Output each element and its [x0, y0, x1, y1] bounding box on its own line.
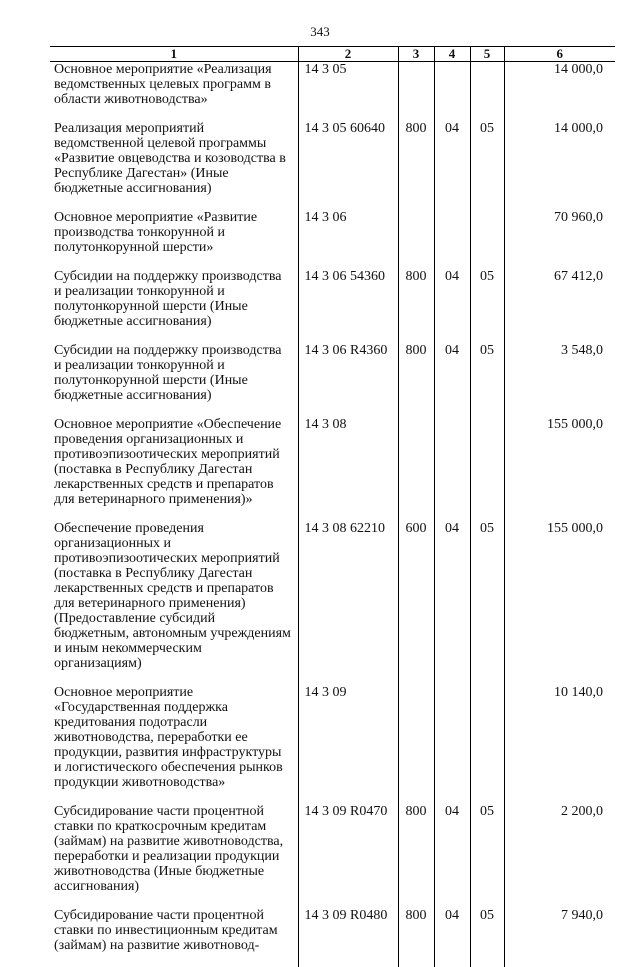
row-type [398, 685, 434, 804]
row-type: 600 [398, 521, 434, 685]
row-type: 800 [398, 804, 434, 908]
column-header: 2 [298, 47, 398, 62]
row-code: 14 3 05 60640 [298, 121, 398, 210]
column-header: 3 [398, 47, 434, 62]
row-amount: 3 548,0 [561, 343, 603, 358]
row-type [398, 62, 434, 122]
column-header: 6 [504, 47, 615, 62]
row-type [398, 417, 434, 521]
row-type: 800 [398, 343, 434, 417]
table-row [50, 343, 615, 417]
row-section: 04 [434, 121, 470, 210]
row-section: 04 [434, 804, 470, 908]
table-row [50, 210, 615, 269]
row-amount: 155 000,0 [547, 521, 603, 536]
row-code: 14 3 08 [298, 417, 398, 521]
row-section [434, 210, 470, 269]
row-code: 14 3 09 [298, 685, 398, 804]
row-section: 04 [434, 269, 470, 343]
row-subsection: 05 [470, 804, 504, 908]
row-code: 14 3 05 [298, 62, 398, 122]
row-subsection: 05 [470, 343, 504, 417]
row-name: Основное мероприятие «Развитие производства тонкорунной и полутонкорунной шерсти» [50, 210, 298, 269]
row-subsection: 05 [470, 908, 504, 967]
row-name: Реализация мероприятий ведомственной целевой программы «Развитие овцеводства и козоводства в Республике Дагестан» (Иные бюджетные ассигнования) [50, 121, 298, 210]
table-row [50, 269, 615, 343]
row-amount: 2 200,0 [561, 804, 603, 819]
row-section: 04 [434, 343, 470, 417]
table-row [50, 521, 615, 685]
table-row [50, 908, 615, 967]
row-name: Субсидирование части процентной ставки по краткосрочным кредитам (займам) на развитие животноводства, переработки и реализации продукции животноводства (Иные бюджетные ассигнования) [50, 804, 298, 908]
row-name: Основное мероприятие «Обеспечение проведения организационных и противоэпизоотических мероприятий (поставка в Республику Дагестан лекарственных средств и препаратов для ветеринарного применения)» [50, 417, 298, 521]
table-row [50, 417, 615, 521]
row-code: 14 3 08 62210 [298, 521, 398, 685]
row-amount: 70 960,0 [554, 210, 603, 225]
row-code: 14 3 06 R4360 [298, 343, 398, 417]
page-number: 343 [310, 24, 330, 39]
row-subsection [470, 417, 504, 521]
row-code: 14 3 09 R0470 [298, 804, 398, 908]
table-row [50, 62, 615, 122]
table-row [50, 121, 615, 210]
column-header: 1 [50, 47, 298, 62]
row-code: 14 3 06 [298, 210, 398, 269]
row-name: Основное мероприятие «Реализация ведомственных целевых программ в области животноводства» [50, 62, 298, 122]
row-amount: 67 412,0 [554, 269, 603, 284]
row-type: 800 [398, 121, 434, 210]
row-name: Субсидии на поддержку производства и реализации тонкорунной и полутонкорунной шерсти (Иные бюджетные ассигнования) [50, 269, 298, 343]
table-row [50, 804, 615, 908]
row-name: Обеспечение проведения организационных и противоэпизоотических мероприятий (поставка в Республику Дагестан лекарственных средств и препаратов для ветеринарного применения) (Предоставление субсидий бюджетным, автономным учреждениям и иным некоммерческим организациям) [50, 521, 298, 685]
row-name: Основное мероприятие «Государственная поддержка кредитования подотрасли животноводства, переработки ее продукции, развития инфраструктуры и логистического обеспечения рынков продукции животноводства» [50, 685, 298, 804]
row-section [434, 685, 470, 804]
row-type [398, 210, 434, 269]
row-amount: 14 000,0 [554, 121, 603, 136]
row-amount: 14 000,0 [554, 62, 603, 77]
table-row [50, 685, 615, 804]
row-section: 04 [434, 521, 470, 685]
row-subsection: 05 [470, 269, 504, 343]
row-code: 14 3 06 54360 [298, 269, 398, 343]
row-section [434, 62, 470, 122]
row-section: 04 [434, 908, 470, 967]
budget-table [50, 46, 615, 967]
row-code: 14 3 09 R0480 [298, 908, 398, 967]
column-header: 4 [434, 47, 470, 62]
row-type: 800 [398, 908, 434, 967]
row-amount: 10 140,0 [554, 685, 603, 700]
row-name: Субсидирование части процентной ставки по инвестиционным кредитам (займам) на развитие животновод- [50, 908, 298, 967]
column-header: 5 [470, 47, 504, 62]
row-name: Субсидии на поддержку производства и реализации тонкорунной и полутонкорунной шерсти (Иные бюджетные ассигнования) [50, 343, 298, 417]
table-header-row [50, 47, 615, 62]
row-subsection [470, 62, 504, 122]
row-subsection [470, 685, 504, 804]
row-subsection: 05 [470, 121, 504, 210]
row-section [434, 417, 470, 521]
row-type: 800 [398, 269, 434, 343]
row-subsection [470, 210, 504, 269]
row-amount: 155 000,0 [547, 417, 603, 432]
row-amount: 7 940,0 [561, 908, 603, 923]
row-subsection: 05 [470, 521, 504, 685]
